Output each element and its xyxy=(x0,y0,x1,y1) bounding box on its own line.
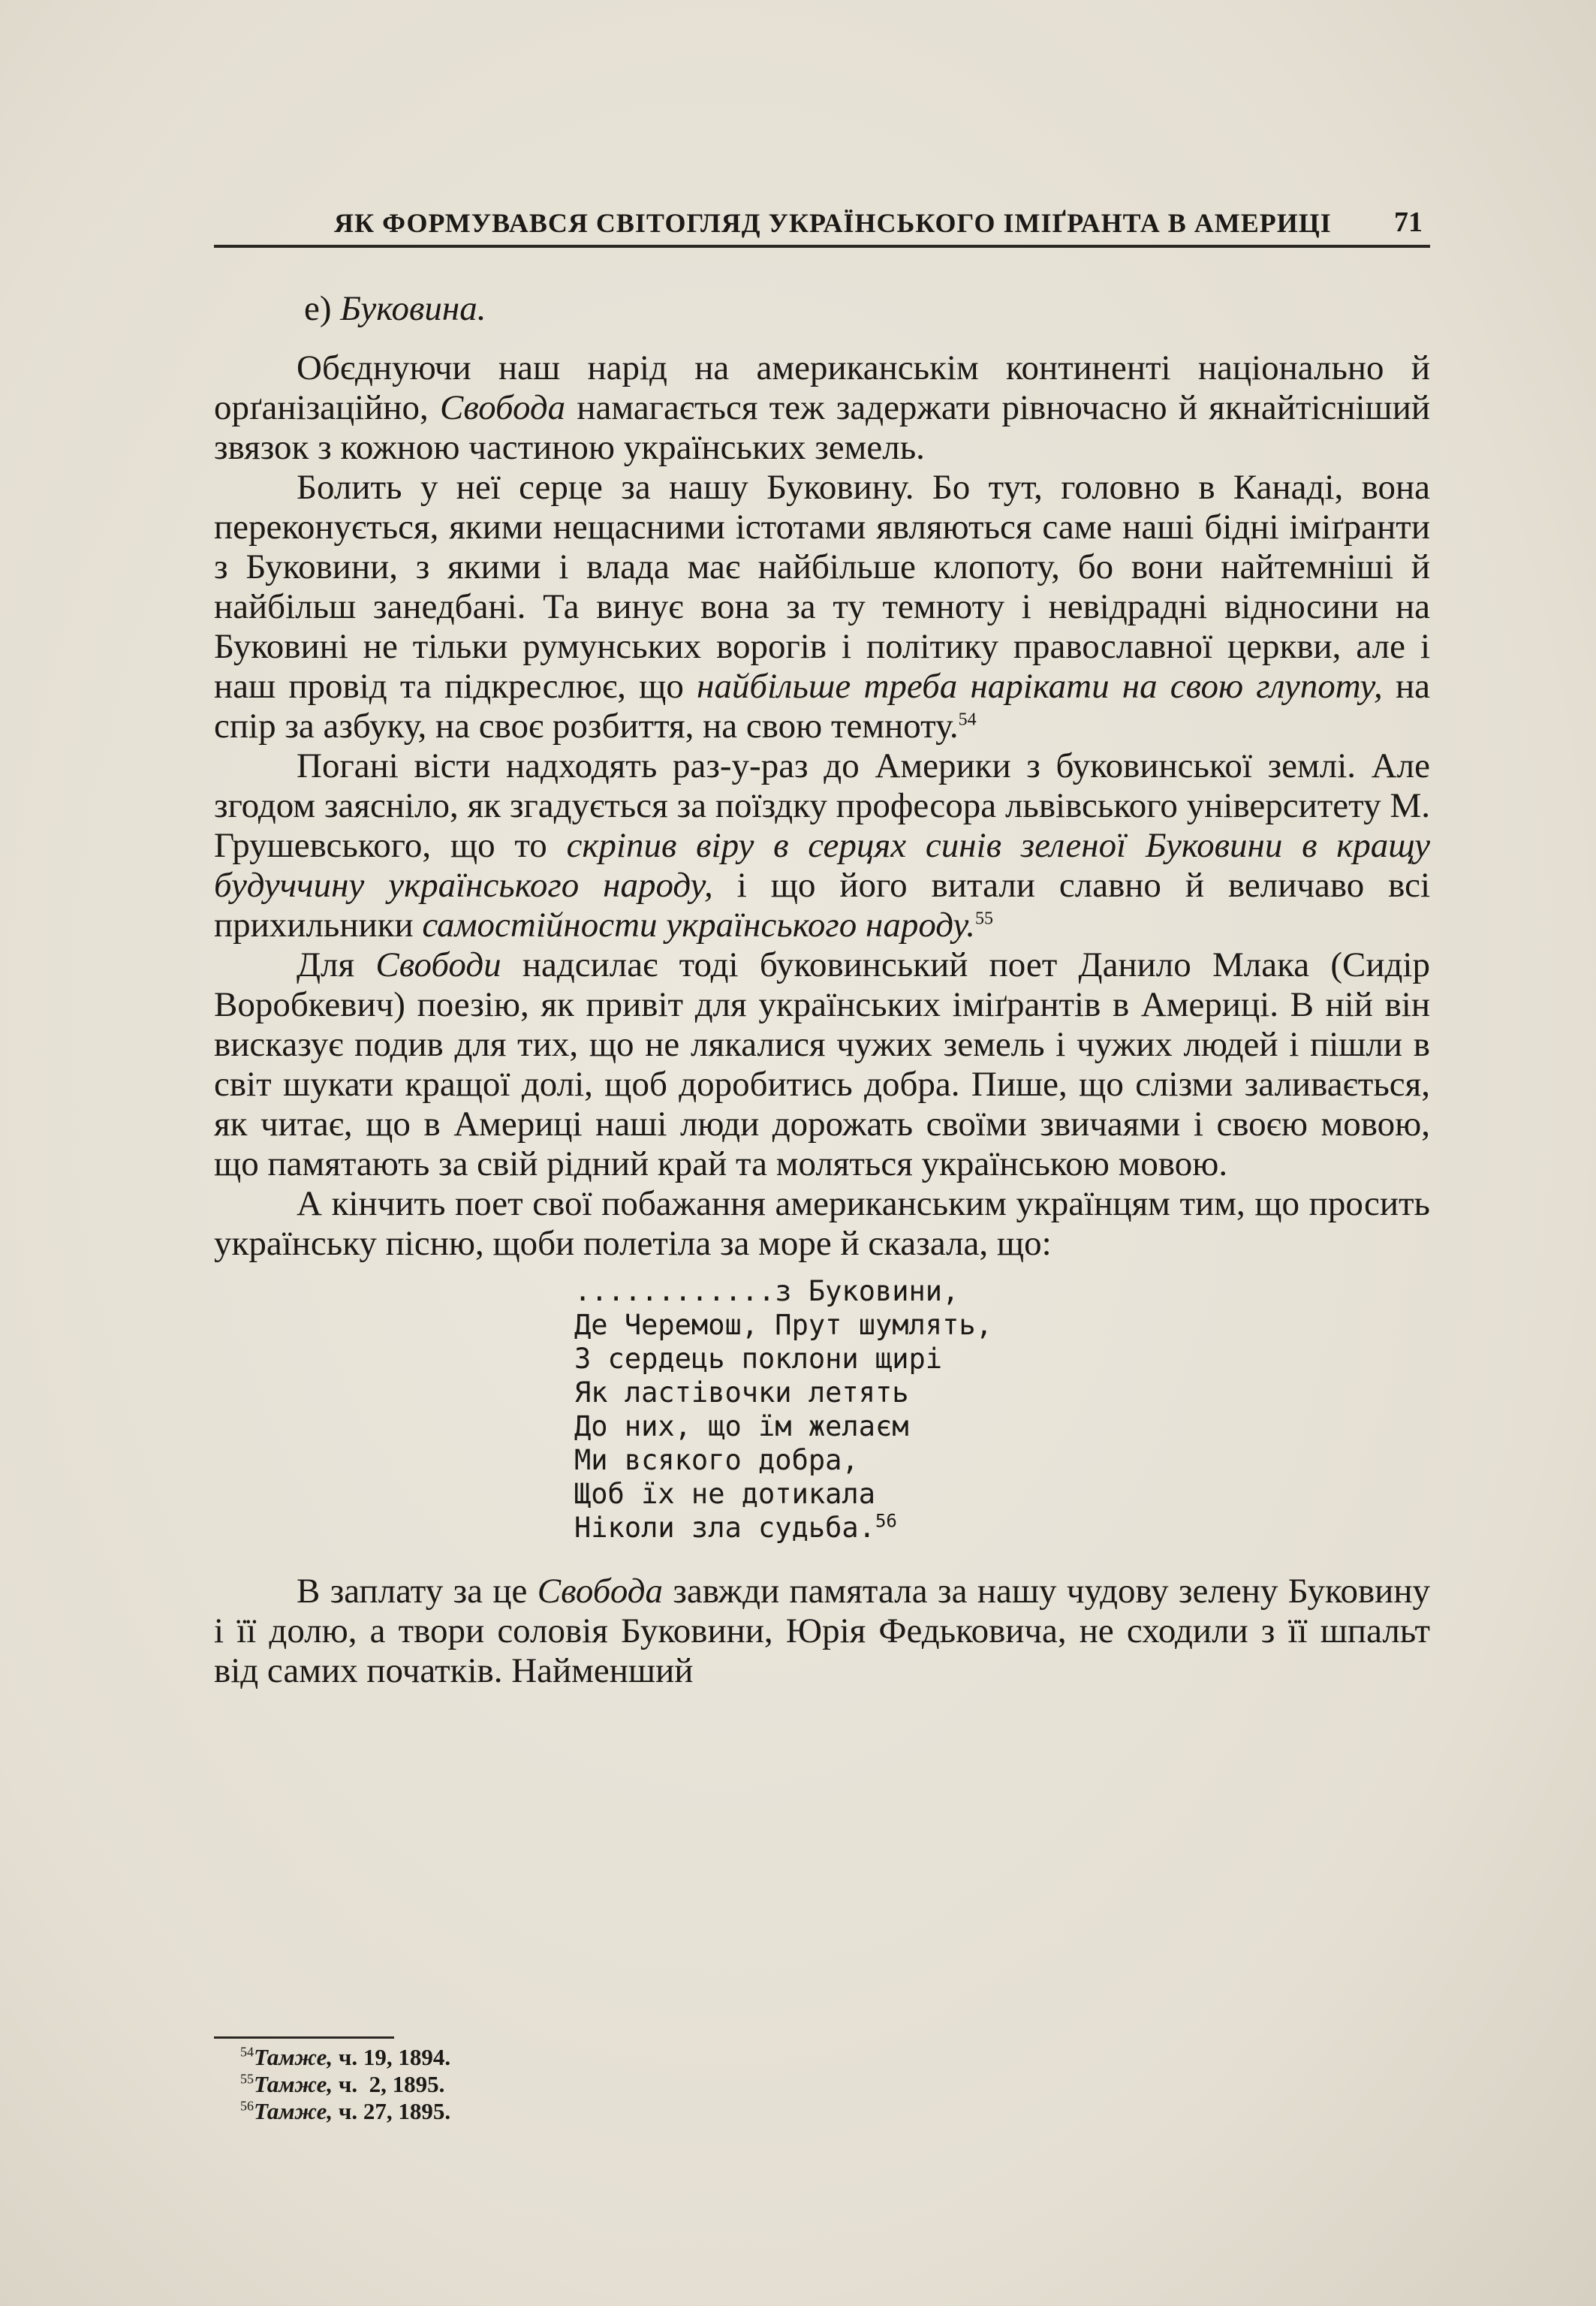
poem-line: Щоб їх не дотикала xyxy=(574,1478,875,1510)
paragraph-4-italic: Свободи xyxy=(375,945,501,984)
paragraph-3-text-a: Погані вісти надходять раз-у-раз до Америки з буковинської землі. Але згодом заясніло, як згадується за поїздку професора львівського університету М. Грушевського, що то xyxy=(214,746,1430,865)
paragraph-6-text-c: завжди памятала за нашу чудову зелену Буковину і її долю, а твори соловія Буковини, Юрія Федьковича, не сходили з її шпальт від самих початків. Найменший xyxy=(214,1572,1430,1690)
paragraph-2-text-a: Болить у неї серце за нашу Буковину. Бо тут, головно в Канаді, вона переконується, якими нещасними істотами являються саме наші бідні іміґранти з Буковини, з якими і влада має найбільше клопоту, бо вони найтемніші й найбільш занедбані. Та винує вона за ту темноту і невідрадні відносини на Буковині не тільки румунських ворогів і політику православної церкви, але і наш провід та підкреслює, що xyxy=(214,468,1430,706)
paragraph-2-italic: найбільше треба нарікати на свою глупоту, xyxy=(697,667,1383,706)
poem-line: Ми всякого добра, xyxy=(574,1444,859,1476)
page-number: 71 xyxy=(1394,206,1423,238)
paragraph-1-italic: Свобода xyxy=(439,388,566,427)
poem-line-last xyxy=(574,1511,1430,1545)
paragraph-2-text-c: на спір за азбуку, на своє розбиття, на свою темноту. xyxy=(214,667,1430,746)
poem-line: ............з Буковини, xyxy=(574,1275,959,1307)
paragraph-2 xyxy=(214,468,1430,746)
footnotes xyxy=(240,2044,450,2125)
footnote-ref-54: 54 xyxy=(958,710,977,730)
footnote-ref-55: 55 xyxy=(975,909,994,929)
poem-quote xyxy=(574,1274,1430,1545)
footnote-number: 54 xyxy=(240,2044,254,2060)
footnote-ref-56: 56 xyxy=(875,1510,897,1532)
footnote-source: Тамже, xyxy=(254,2098,333,2124)
poem-line-text: Ніколи зла судьба. xyxy=(574,1512,875,1544)
poem-line: До них, що їм желаєм xyxy=(574,1410,909,1442)
running-title: ЯК ФОРМУВАВСЯ СВІТОГЛЯД УКРАЇНСЬКОГО ІМІҐРАНТА В АМЕРИЦІ xyxy=(334,208,1332,238)
paragraph-6-italic: Свобода xyxy=(537,1572,663,1611)
paragraph-1 xyxy=(214,348,1430,468)
footnote-56 xyxy=(240,2098,450,2125)
paragraph-4 xyxy=(214,945,1430,1184)
footnote-reference: ч. 2, 1895. xyxy=(338,2071,445,2097)
paragraph-3-italic-1: скріпив віру в серцях синів зеленої Буковини в кращу будуччину українського народу, xyxy=(214,826,1430,905)
section-subheading xyxy=(304,289,1430,329)
paragraph-5 xyxy=(214,1184,1430,1264)
paragraph-4-text-c: надсилає тоді буковинський поет Данило Млака (Сидір Воробкевич) поезію, як привіт для українських іміґрантів в Америці. В ній він висказує подив для тих, що не лякалися чужих земель і чужих людей і пішли в світ шукати кращої долі, щоб доробитись добра. Пише, що слізми заливається, як читає, що в Америці наші люди дорожать своїми звичаями і своєю мовою, що памятають за свій рідний край та моляться українською мовою. xyxy=(214,945,1430,1183)
poem-line: Де Черемош, Прут шумлять, xyxy=(574,1309,992,1341)
footnote-source: Тамже, xyxy=(254,2071,333,2097)
footnote-number: 56 xyxy=(240,2098,254,2114)
paragraph-5-text: А кінчить поет свої побажання американським українцям тим, що просить українську пісню, щоби полетіла за море й сказала, що: xyxy=(214,1184,1430,1263)
paragraph-1-text-a: Обєднуючи наш нарід на американськім континенті національно й орґанізаційно, xyxy=(214,348,1430,427)
footnote-reference: ч. 27, 1895. xyxy=(338,2098,451,2124)
footnote-source: Тамже, xyxy=(254,2044,333,2070)
page-header xyxy=(214,203,1430,248)
footnote-reference: ч. 19, 1894. xyxy=(338,2044,451,2070)
subheading-letter: е) xyxy=(304,289,332,328)
poem-line: Як ластівочки летять xyxy=(574,1376,909,1409)
poem-line: З сердець поклони щирі xyxy=(574,1343,943,1375)
subheading-title: Буковина. xyxy=(340,289,486,328)
footnote-separator xyxy=(214,2036,394,2039)
paragraph-1-text-c: намагається теж задержати рівночасно й якнайтісніший звязок з кожною частиною українських земель. xyxy=(214,388,1431,467)
paragraph-6 xyxy=(214,1572,1430,1691)
footnote-54 xyxy=(240,2044,450,2071)
paragraph-3 xyxy=(214,746,1430,945)
paragraph-6-text-a: В заплату за це xyxy=(297,1572,538,1611)
paragraph-4-text-a: Для xyxy=(297,945,376,984)
paragraph-3-text-c: і що його витали славно й величаво всі прихильники xyxy=(214,866,1431,945)
paragraph-3-italic-2: самостійности українського народу. xyxy=(422,906,976,945)
footnote-number: 55 xyxy=(240,2071,254,2087)
footnote-55 xyxy=(240,2071,450,2098)
main-text xyxy=(214,289,1430,1691)
